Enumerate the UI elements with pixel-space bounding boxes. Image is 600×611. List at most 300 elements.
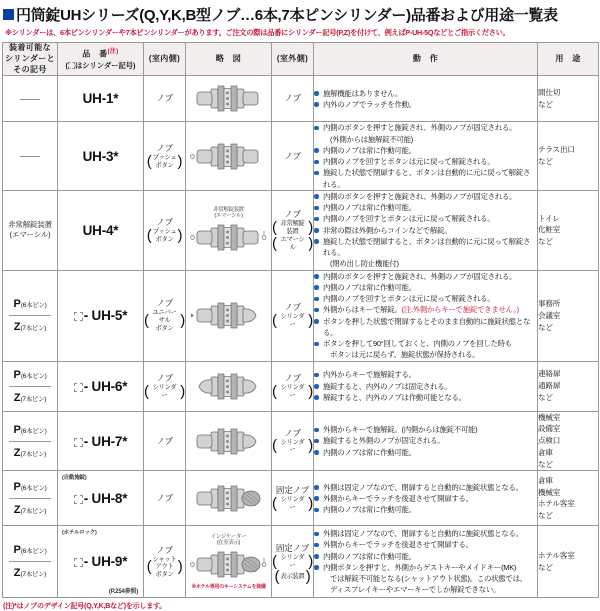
cylinder-option-p — [3, 293, 57, 315]
cylinder-p-symbol: P — [13, 480, 21, 493]
cell-outside-knob — [272, 361, 314, 411]
action-item — [314, 99, 537, 110]
inside-knob-label: ノブ — [156, 372, 173, 383]
inside-knob-sub-l2: ボタン — [155, 161, 174, 169]
cylinder-p-symbol: P — [13, 368, 21, 381]
outside-knob-label: 固定ノブ — [275, 484, 310, 495]
action-text: ボタンは元に戻らず、施錠状態が保持される。 — [330, 350, 480, 360]
cylinder-pz-stack — [3, 419, 57, 464]
action-item — [314, 435, 537, 446]
lock-diagram-icon — [189, 221, 269, 254]
action-text: 内側のボタンを押すと施錠され、外側のノブが固定される。 — [323, 123, 517, 133]
cell-diagram — [186, 361, 272, 411]
cell-diagram — [186, 411, 272, 471]
cell-cylinder — [3, 526, 58, 598]
inside-knob-sub — [144, 384, 185, 400]
model-number: UH-3* — [82, 148, 119, 164]
table-row — [3, 122, 599, 191]
cell-inside-knob — [144, 76, 186, 122]
cell-cylinder — [3, 270, 58, 361]
action-text: 内側のノブは常に作動可能。 — [323, 505, 416, 515]
action-text: 内側のノブは常に作動可能。 — [323, 447, 416, 457]
diagram-note-l1: インジケーター — [210, 533, 247, 540]
action-item — [314, 584, 537, 595]
outside-knob-label: ノブ — [284, 302, 301, 313]
col-header-action: 動 作 — [314, 43, 538, 76]
table-footnote: (注)*はノブのデザイン記号(Q,Y,K,Bなど)を示します。 — [3, 603, 167, 611]
action-text: 外側は固定ノブなので、閉扉すると自動的に施錠状態となる。 — [323, 529, 523, 539]
page-title-text: 円筒錠UHシリーズ(Q,Y,K,B型ノブ…6本,7本ピンシリンダー)品番および用途一覧表 — [16, 7, 558, 24]
action-text: 内側のノブを回すとボタンは元に戻って解錠される。 — [323, 214, 495, 224]
model-number: - UH-8* — [83, 490, 128, 506]
diagram-note-l1: 非常解錠装置 — [213, 206, 244, 213]
cell-cylinder — [3, 471, 58, 526]
use-line: など — [538, 511, 553, 521]
page-title — [3, 4, 598, 25]
cell-model — [58, 471, 144, 526]
use-line: など — [538, 393, 553, 403]
outside-knob-label: ノブ — [284, 372, 301, 383]
cylinder-p-pins: (6本ピン) — [20, 372, 47, 380]
action-list — [314, 369, 537, 403]
use-line: 連絡扉 — [538, 369, 561, 379]
use-line: 化粧室 — [538, 225, 561, 235]
cell-use — [538, 411, 599, 471]
lock-diagram-icon — [189, 548, 269, 581]
action-list — [314, 271, 537, 361]
inside-knob-label: ノブ — [156, 216, 173, 227]
cylinder-emergency-l1: 非常解錠装置 — [8, 219, 52, 229]
outside-knob-sub-l2: ( 表示装置 ) — [275, 573, 311, 581]
inside-knob-sub-l2: アウト — [155, 563, 174, 571]
diagram-note-l2: (在室表示) — [216, 540, 241, 547]
action-text: 内側のノブは常に作動可能。 — [323, 203, 416, 213]
col-header-outside: (室外側) — [272, 43, 314, 76]
inside-knob-sub-l1: ( プッシュ — [152, 153, 177, 161]
use-line: 会議室 — [538, 310, 561, 320]
action-item — [314, 145, 537, 156]
use-line: 設備室 — [538, 424, 561, 434]
col-header-use: 用 途 — [538, 43, 599, 76]
action-item — [314, 202, 537, 213]
cell-action — [314, 471, 538, 526]
use-line: 事務所 — [538, 298, 561, 308]
inside-knob-label: ノブ — [156, 492, 173, 503]
model-tag-top: (ホテルロック) — [62, 530, 97, 537]
use-line: など — [538, 157, 553, 167]
cell-diagram — [186, 190, 272, 270]
cell-inside-knob — [144, 270, 186, 361]
use-line: テラス出口 — [538, 145, 575, 155]
action-list — [314, 122, 537, 190]
action-text: (閉め出し防止機能付) — [330, 259, 399, 269]
model-number: - UH-9* — [83, 554, 128, 570]
inside-knob-label: ノブ — [156, 142, 173, 153]
cylinder-p-pins: (6本ピン) — [20, 484, 47, 492]
cylinder-symbol-box-icon — [74, 495, 83, 504]
action-item — [314, 293, 537, 304]
action-text: 施錠すると、内外のノブは固定される。 — [323, 381, 452, 391]
use-line: 機械室 — [538, 412, 561, 422]
cell-cylinder — [3, 361, 58, 411]
cylinder-z-symbol: Z — [13, 391, 21, 404]
action-item — [314, 236, 537, 259]
cell-outside-knob — [272, 122, 314, 191]
cylinder-p-pins: (6本ピン) — [20, 427, 47, 435]
cell-model — [58, 526, 144, 598]
action-text: 内外のノブでラッチを作動。 — [323, 99, 416, 109]
action-item — [314, 304, 537, 315]
cylinder-option-p — [3, 364, 57, 386]
use-line: ホテル客室 — [538, 499, 575, 509]
cylinder-symbol-box-icon — [74, 438, 83, 447]
outside-knob-label: 固定ノブ — [275, 542, 310, 553]
col-header-model-text: 品 番 — [82, 49, 108, 59]
cylinder-pz-stack — [3, 476, 57, 521]
action-item — [314, 493, 537, 504]
action-item — [314, 282, 537, 293]
table-row — [3, 411, 599, 471]
action-text: 解錠すると、内外のノブは作動可能となる。 — [323, 392, 466, 402]
cell-use — [538, 471, 599, 526]
cell-cylinder — [3, 190, 58, 270]
table-row — [3, 76, 599, 122]
cell-model — [58, 270, 144, 361]
cylinder-emergency-l2: (エマーシル) — [9, 230, 51, 240]
action-item — [314, 225, 537, 236]
action-item — [314, 258, 537, 269]
cylinder-p-pins: (6本ピン) — [20, 548, 47, 556]
cylinder-z-pins: (7本ピン) — [20, 507, 47, 515]
cell-outside-knob — [272, 471, 314, 526]
use-line: ホテル客室 — [538, 551, 575, 561]
model-number: - UH-6* — [83, 378, 128, 394]
square-bullet-icon — [3, 9, 14, 20]
cell-outside-knob — [272, 270, 314, 361]
inside-knob-sub-l1: ( ユニバーサル — [152, 309, 177, 325]
model-number: - UH-5* — [83, 308, 128, 324]
use-line: 機械室 — [538, 487, 561, 497]
action-text: 内側のボタンを押すと施錠され、外側のノブが固定される。 — [323, 191, 517, 201]
cylinder-symbol-box-icon — [74, 558, 83, 567]
cylinder-option-z — [3, 499, 57, 521]
diagram-note — [186, 534, 271, 548]
title-note: ※シリンダーは、6本ピンシリンダーや7本ピンシリンダーがあります。ご注文の際は品番にシリンダー記号(P,Z)を付けて、例えばP-UH-5Qなどとご指示ください。 — [5, 28, 510, 37]
outside-knob-label: ノブ — [284, 427, 301, 438]
lock-diagram-icon — [189, 140, 269, 173]
cylinder-p-symbol: P — [13, 423, 21, 436]
cylinder-z-symbol: Z — [13, 446, 21, 459]
lock-diagram-icon — [189, 82, 269, 115]
cell-diagram — [186, 76, 272, 122]
inside-knob-sub-l1: ( シリンダー — [152, 383, 177, 399]
action-item — [314, 562, 537, 573]
col-header-diagram: 略 図 — [186, 43, 272, 76]
action-item — [314, 271, 537, 282]
cell-inside-knob — [144, 190, 186, 270]
outside-knob-sub-l1: ( シリンダー ) — [272, 439, 313, 455]
cylinder-z-symbol: Z — [13, 321, 21, 334]
cylinder-p-symbol: P — [13, 298, 21, 311]
cell-model — [58, 76, 144, 122]
inside-knob-sub-l1: ( シャット — [152, 555, 177, 563]
inside-knob-label: ノブ — [156, 298, 173, 309]
action-text: 外側からキーでラッチを後退させて開扉する。 — [323, 493, 473, 503]
header-row — [3, 43, 599, 76]
col-header-inside: (室内側) — [144, 43, 186, 76]
inside-knob-label: ノブ — [156, 93, 173, 104]
action-text: 外側は固定ノブなので、閉扉すると自動的に施錠状態となる。 — [323, 482, 523, 492]
cylinder-none-dash — [20, 156, 40, 157]
inside-knob-sub-l3: ボタン — [155, 571, 174, 579]
action-text: 内外からキーで施解錠する。 — [323, 370, 416, 380]
action-item — [314, 156, 537, 167]
inside-knob-sub-l2: ボタン — [155, 325, 174, 332]
table-head — [3, 43, 599, 76]
use-line: など — [538, 99, 553, 109]
action-text: ボタンを押した状態で閉扉するとそのまま自動的に施錠状態となる。 — [323, 316, 531, 337]
inside-knob-sub-l2: ボタン — [155, 235, 174, 243]
cylinder-option-z — [3, 387, 57, 409]
outside-knob-sub-l1: ( シリンダー ) — [272, 554, 313, 570]
cylinder-pz-stack — [3, 293, 57, 338]
cell-use — [538, 122, 599, 191]
cell-action — [314, 526, 538, 598]
action-text: 施錠すると外側のノブが固定される。 — [323, 436, 445, 446]
use-line: 間仕切 — [538, 88, 561, 98]
table-row — [3, 471, 599, 526]
spec-table — [2, 42, 599, 598]
cell-use — [538, 270, 599, 361]
action-text: では解錠不可能となる(シャットアウト状態)。この状態では、 — [330, 574, 527, 584]
action-text: 内側のノブは常に作動可能。 — [323, 282, 416, 292]
cylinder-p-pins: (6本ピン) — [20, 302, 47, 310]
action-item — [314, 349, 537, 360]
use-line: など — [538, 459, 553, 469]
table-row — [3, 270, 599, 361]
inside-knob-label: ノブ — [156, 544, 173, 555]
diagram-footnote: ※ホテル専用のキーシステムを装備 — [191, 584, 266, 591]
lock-diagram-icon — [189, 425, 269, 458]
cell-action — [314, 270, 538, 361]
action-item — [314, 122, 537, 133]
action-item — [314, 539, 537, 550]
action-text: (外側からは施解錠不可能) — [330, 134, 413, 144]
cylinder-emergency-label — [3, 220, 57, 241]
cylinder-z-pins: (7本ピン) — [20, 395, 47, 403]
use-line: など — [538, 322, 553, 332]
action-item — [314, 551, 537, 562]
col-header-cylinder-l3: その記号 — [13, 64, 47, 74]
use-line: 倉庫 — [538, 475, 553, 485]
cell-model — [58, 361, 144, 411]
lock-diagram-icon — [189, 299, 269, 332]
action-warning: (注:外側からキーで施錠できません。) — [401, 305, 519, 315]
table-row — [3, 361, 599, 411]
action-text: 外側からキーでラッチを後退させて開扉する。 — [323, 540, 473, 550]
action-text: 非常の際は外側からコインなどで解錠。 — [323, 225, 452, 235]
cell-action — [314, 190, 538, 270]
use-line: など — [538, 562, 553, 572]
cell-model — [58, 190, 144, 270]
cylinder-symbol-box-icon — [74, 312, 83, 321]
model-number: UH-4* — [82, 222, 119, 238]
col-header-cylinder-l1: 装着可能な — [9, 43, 51, 52]
cell-outside-knob — [272, 190, 314, 270]
cell-diagram — [186, 270, 272, 361]
action-text: 内側のノブは常に作動可能。 — [323, 145, 416, 155]
outside-knob-label: ノブ — [284, 208, 301, 219]
cell-use — [538, 361, 599, 411]
cell-use — [538, 76, 599, 122]
action-text: 外側からキーで施解錠。(内側からは施錠不可能) — [323, 425, 478, 435]
action-text: 外側からはキーで解錠。 — [323, 305, 402, 315]
action-item — [314, 369, 537, 380]
cell-cylinder — [3, 76, 58, 122]
cylinder-none-dash — [20, 99, 40, 100]
cell-outside-knob — [272, 76, 314, 122]
outside-knob-sub-l1: ( シリンダー ) — [272, 313, 313, 329]
cell-inside-knob — [144, 471, 186, 526]
title-block — [0, 0, 600, 38]
outside-knob-label: ノブ — [284, 150, 301, 161]
action-list — [314, 424, 537, 458]
cell-cylinder — [3, 411, 58, 471]
cell-diagram — [186, 122, 272, 191]
action-text: ディスプレイキーやエマーキーでしか解錠できない。 — [330, 585, 501, 595]
action-text: 内側のノブは常に作動可能。 — [323, 551, 416, 561]
action-list — [314, 528, 537, 596]
diagram-note-l2: (エマーシル) — [214, 213, 243, 220]
cell-action — [314, 122, 538, 191]
cylinder-option-p — [3, 419, 57, 441]
cylinder-symbol-box-icon — [74, 383, 83, 392]
cylinder-z-symbol: Z — [13, 503, 21, 516]
action-list — [314, 482, 537, 516]
cylinder-pz-stack — [3, 539, 57, 584]
dashed-box-icon — [65, 60, 75, 70]
action-item — [314, 213, 537, 224]
cell-model — [58, 411, 144, 471]
action-item — [314, 447, 537, 458]
cell-use — [538, 190, 599, 270]
lock-diagram-icon — [189, 482, 269, 515]
model-sub-open: ( — [65, 60, 68, 70]
action-item — [314, 316, 537, 339]
outside-knob-sub-l1: ( 非常解錠装置 ) — [272, 220, 313, 236]
inside-knob-sub — [147, 228, 182, 244]
action-item — [314, 504, 537, 515]
inside-knob-sub — [147, 154, 182, 170]
cell-diagram — [186, 526, 272, 598]
cell-diagram — [186, 471, 272, 526]
action-text: 内側のノブを回すとボタンは元に戻って解錠される。 — [323, 157, 495, 167]
col-header-model — [58, 43, 144, 76]
action-text: 内側のボタンを押すと施錠され、外側のノブが固定される。 — [323, 271, 517, 281]
use-line: トイレ — [538, 213, 560, 223]
action-text: 施錠した状態で閉扉すると、ボタンは自動的に元に戻って解錠される。 — [323, 168, 531, 189]
model-sub-text: はシリンダー記号) — [74, 60, 136, 70]
cylinder-option-p — [3, 476, 57, 498]
model-number: UH-1* — [82, 91, 119, 107]
cylinder-z-symbol: Z — [13, 567, 21, 580]
inside-knob-label: ノブ — [156, 435, 173, 446]
action-item — [314, 392, 537, 403]
cell-outside-knob — [272, 411, 314, 471]
cell-inside-knob — [144, 411, 186, 471]
cell-model — [58, 122, 144, 191]
cylinder-option-z — [3, 562, 57, 584]
cell-action — [314, 76, 538, 122]
inside-knob-sub — [144, 309, 185, 333]
outside-knob-sub-l2: ( エマーシル ) — [272, 236, 313, 252]
cell-inside-knob — [144, 122, 186, 191]
table-body — [3, 76, 599, 598]
cell-inside-knob — [144, 361, 186, 411]
action-item — [314, 191, 537, 202]
cell-use — [538, 526, 599, 598]
use-line: 点検口 — [538, 436, 561, 446]
outside-knob-label: ノブ — [284, 93, 301, 104]
use-line: 通路扉 — [538, 381, 561, 391]
action-text: 施解機能はありません。 — [323, 88, 402, 98]
action-item — [314, 88, 537, 99]
cylinder-p-symbol: P — [13, 544, 21, 557]
action-item — [314, 482, 537, 493]
action-text: 内側ボタンを押すと、外側からゲストキーやメイドキー(MK) — [323, 562, 517, 572]
cell-outside-knob — [272, 526, 314, 598]
action-item — [314, 381, 537, 392]
cylinder-option-p — [3, 539, 57, 561]
cylinder-z-pins: (7本ピン) — [20, 325, 47, 333]
use-line: 倉庫 — [538, 447, 553, 457]
action-item — [314, 424, 537, 435]
action-item — [314, 573, 537, 584]
action-text: 施錠した状態で閉扉すると、ボタンは自動的に元に戻って解錠される。 — [323, 236, 531, 258]
col-header-cylinder — [3, 43, 58, 76]
inside-knob-sub-l1: ( プッシュ — [152, 227, 177, 235]
action-item — [314, 167, 537, 190]
table-row — [3, 526, 599, 598]
cell-inside-knob — [144, 526, 186, 598]
action-list — [314, 88, 537, 111]
model-tag-bottom: (P.254参照) — [108, 589, 138, 596]
action-list — [314, 191, 537, 270]
cylinder-z-pins: (7本ピン) — [20, 450, 47, 458]
table-row — [3, 190, 599, 270]
cell-action — [314, 361, 538, 411]
inside-knob-sub — [147, 556, 183, 580]
outside-knob-sub-l1: ( シリンダー ) — [272, 496, 313, 512]
model-number: - UH-7* — [83, 433, 128, 449]
outside-knob-sub-l1: ( シリンダー ) — [272, 384, 313, 400]
cell-cylinder — [3, 122, 58, 191]
cell-action — [314, 411, 538, 471]
col-header-model-mark: (注) — [107, 49, 119, 56]
cylinder-option-z — [3, 442, 57, 464]
lock-diagram-icon — [189, 370, 269, 403]
action-item — [314, 528, 537, 539]
action-text: 内側のノブを回すとボタンは元に戻って解錠される。 — [323, 294, 495, 304]
cylinder-option-z — [3, 316, 57, 338]
model-tag-top: (自動施錠) — [62, 475, 87, 482]
use-line: など — [538, 237, 553, 247]
diagram-note — [186, 207, 271, 221]
action-item — [314, 134, 537, 145]
cylinder-z-pins: (7本ピン) — [20, 571, 47, 579]
action-text: ボタンを押して90°回しておくと、内側のノブを回した時も — [323, 339, 512, 349]
cylinder-pz-stack — [3, 364, 57, 409]
